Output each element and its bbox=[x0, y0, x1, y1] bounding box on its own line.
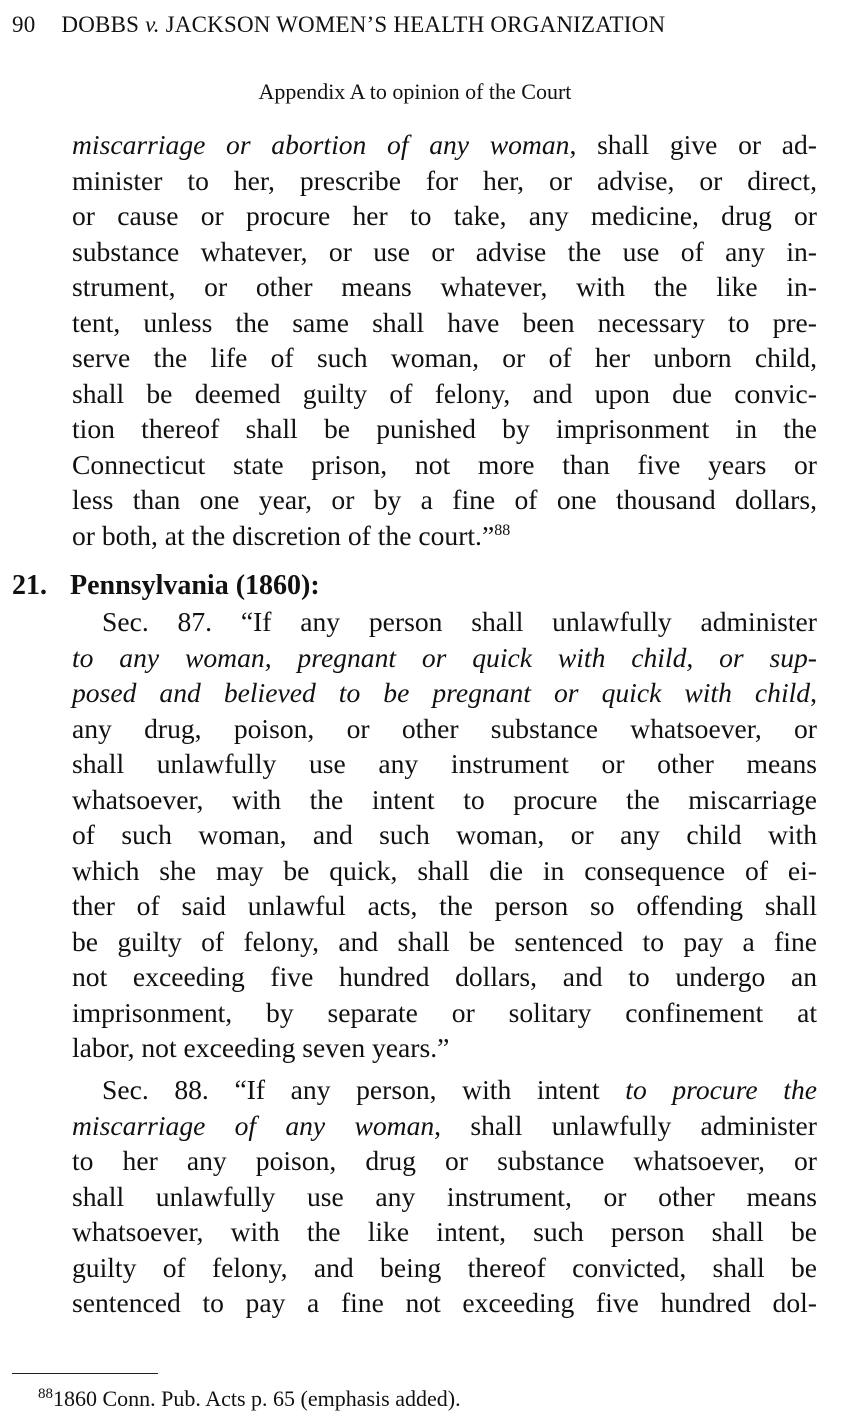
text-line bbox=[72, 127, 817, 163]
case-name-part2: JACKSON WOMEN’S HEALTH ORGANIZATION bbox=[165, 12, 666, 37]
text-line bbox=[72, 675, 817, 711]
continuation-paragraph bbox=[72, 127, 817, 553]
text-line: Sec. 87. “If any person shall unlawfully administer bbox=[102, 606, 817, 637]
section-87-paragraph bbox=[72, 604, 817, 1066]
section-88-paragraph bbox=[72, 1072, 817, 1321]
footnote-divider bbox=[12, 1373, 158, 1374]
text-line: imprisonment, by separate or solitary confinement at bbox=[72, 996, 817, 1028]
text-line: strument, or other means whatever, with the like in- bbox=[72, 271, 817, 302]
text-line: not exceeding five hundred dollars, and to undergo an bbox=[72, 961, 817, 992]
text-line: whatsoever, with the like intent, such person shall be bbox=[72, 1216, 817, 1247]
text-line bbox=[72, 640, 817, 676]
footnote bbox=[38, 1386, 461, 1412]
section-number: 21. bbox=[12, 570, 47, 601]
text-line: less than one year, or by a fine of one thousand dollars, bbox=[72, 484, 817, 515]
running-head bbox=[12, 12, 665, 38]
text-span: , shall give or ad- bbox=[569, 129, 817, 160]
text-line bbox=[72, 518, 817, 554]
text-line: tion thereof shall be punished by imprisonment in the bbox=[72, 413, 817, 444]
emphasis-text: miscarriage of any woman bbox=[72, 1109, 435, 1141]
emphasis-text: posed and believed to be pregnant or quick with child bbox=[72, 677, 811, 708]
emphasis-text: to any woman, pregnant or quick with child, or sup- bbox=[72, 641, 817, 673]
footnote-reference[interactable]: 88 bbox=[494, 521, 511, 539]
emphasis-text: to procure the bbox=[625, 1074, 817, 1105]
section-title: Pennsylvania (1860): bbox=[70, 570, 320, 601]
emphasis-text: miscarriage or abortion of any woman bbox=[72, 129, 570, 160]
text-span: or both, at the discretion of the court.” bbox=[72, 519, 495, 551]
text-line bbox=[72, 1072, 817, 1108]
section-heading bbox=[12, 568, 320, 604]
text-line: substance whatever, or use or advise the use of any in- bbox=[72, 235, 817, 267]
text-line: sentenced to pay a fine not exceeding five hundred dol- bbox=[72, 1287, 817, 1318]
text-line: of such woman, and such woman, or any child with bbox=[72, 819, 817, 850]
text-line: whatsoever, with the intent to procure the miscarriage bbox=[72, 783, 817, 815]
text-line: serve the life of such woman, or of her unborn child, bbox=[72, 342, 817, 373]
text-line: be guilty of felony, and shall be sentenced to pay a fine bbox=[72, 925, 817, 957]
text-span: , bbox=[810, 677, 817, 708]
appendix-label: Appendix A to opinion of the Court bbox=[258, 79, 572, 104]
case-name-v: v. bbox=[145, 12, 160, 37]
text-line: or cause or procure her to take, any medicine, drug or bbox=[72, 200, 817, 231]
text-line: labor, not exceeding seven years.” bbox=[72, 1032, 450, 1063]
text-line: shall unlawfully use any instrument, or other means bbox=[72, 1180, 817, 1212]
text-line: to her any poison, drug or substance whatsoever, or bbox=[72, 1145, 817, 1176]
page-number: 90 bbox=[12, 12, 36, 37]
text-line: tent, unless the same shall have been necessary to pre- bbox=[72, 306, 817, 338]
footnote-text: 1860 Conn. Pub. Acts p. 65 (emphasis added). bbox=[53, 1386, 461, 1411]
text-span: , shall unlawfully administer bbox=[434, 1109, 817, 1141]
text-line: shall be deemed guilty of felony, and upon due convic- bbox=[72, 377, 817, 409]
text-line: minister to her, prescribe for her, or advise, or direct, bbox=[72, 164, 817, 196]
text-span: Sec. 88. “If any person, with intent bbox=[102, 1074, 600, 1105]
text-line: guilty of felony, and being thereof convicted, shall be bbox=[72, 1251, 817, 1283]
text-line: shall unlawfully use any instrument or other means bbox=[72, 748, 817, 779]
case-name-part1: DOBBS bbox=[61, 12, 140, 37]
text-line: which she may be quick, shall die in consequence of ei- bbox=[72, 854, 817, 886]
text-line bbox=[72, 1108, 817, 1144]
text-line: Connecticut state prison, not more than five years or bbox=[72, 448, 817, 480]
text-line: ther of said unlawful acts, the person so offending shall bbox=[72, 890, 817, 921]
footnote-number: 88 bbox=[38, 1386, 53, 1402]
text-line: any drug, poison, or other substance whatsoever, or bbox=[72, 712, 817, 744]
